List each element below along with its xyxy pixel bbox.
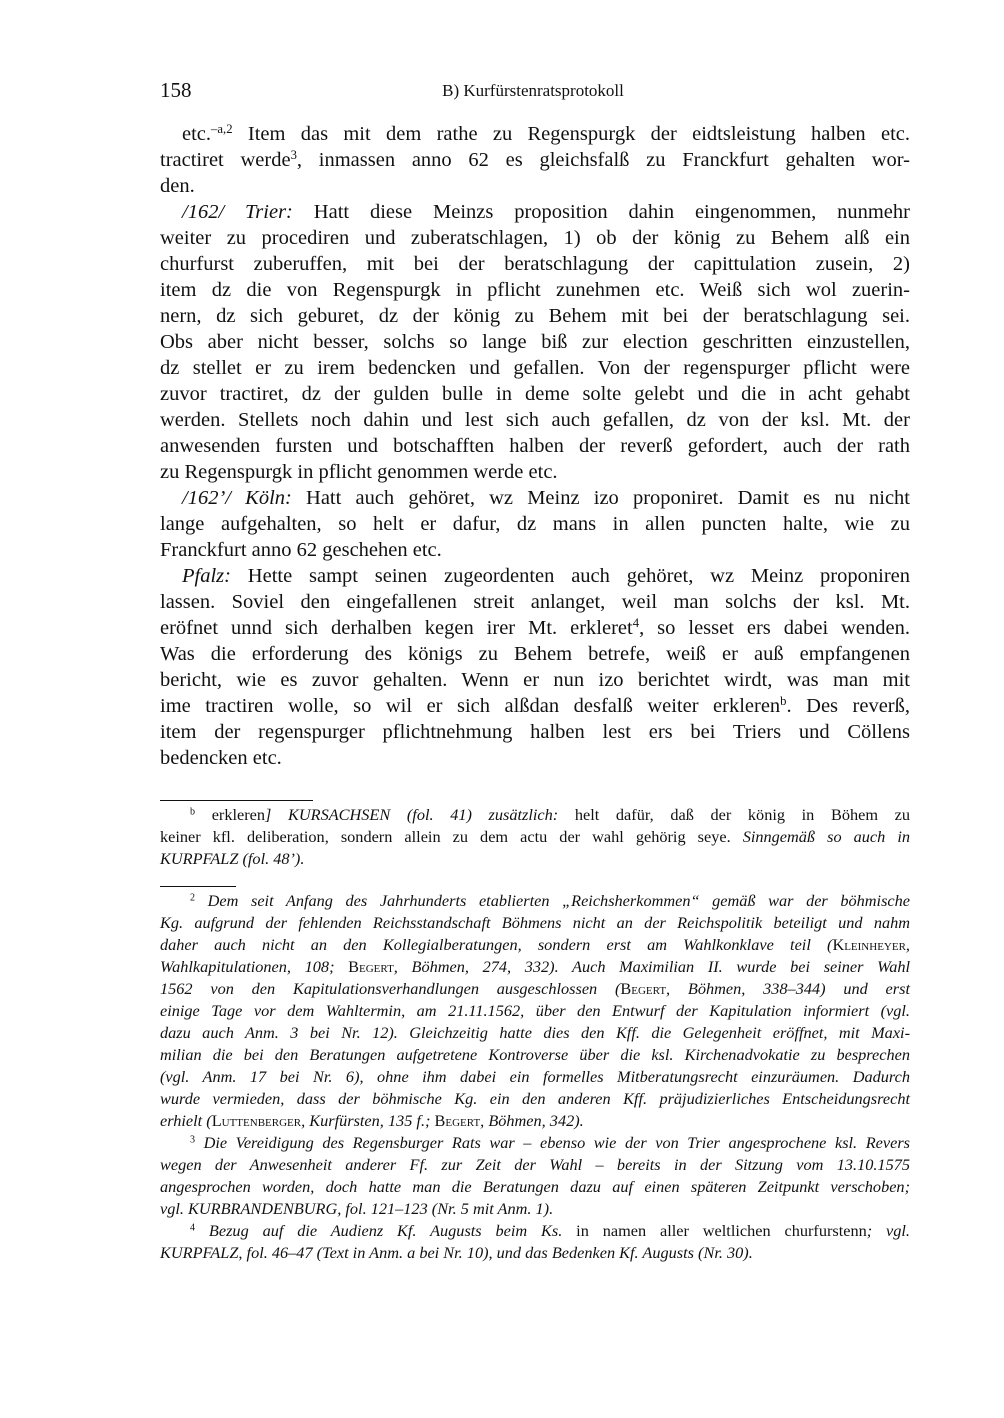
text-line	[160, 1044, 910, 1066]
text-segment: Wahlkapitulationen, 108;	[160, 957, 349, 976]
note-marker: bericht, wie es zuvor gehalten. Wenn er nun izo berichtet wirdt, was man mit	[160, 669, 910, 691]
text-line	[160, 1154, 910, 1176]
text-line	[160, 1022, 910, 1044]
text-line	[160, 277, 910, 303]
text-segment: wurde vermieden, dass der böhmische Kg. ein den anderen Kff. präjudizierliches Entscheidungsrecht	[160, 1089, 910, 1108]
text-segment: einige Tage vor dem Wahltermin, am 21.11.1562, über den Entwurf der Kapitulation informiert (vgl.	[160, 1001, 910, 1020]
footnote	[160, 1132, 910, 1220]
note-marker: werden. Stellets noch dahin und lest sich auch gefallen, dz von der ksl. Mt. der	[160, 409, 910, 431]
main-text	[160, 121, 910, 771]
text-segment: angesprochen worden, doch hatte man die Beratungen dazu auf einen späteren Zeitpunkt verschoben;	[160, 1177, 910, 1196]
text-segment: Bezug auf die Audienz Kf. Augusts beim Ks.	[195, 1221, 563, 1240]
text-line	[160, 511, 910, 537]
text-line	[160, 978, 910, 1000]
note-marker: item dz die von Regenspurgk in pflicht zunehmen etc. Weiß sich wol zuerin-	[160, 279, 910, 301]
textual-notes	[160, 804, 910, 870]
text-line	[160, 355, 910, 381]
text-line	[160, 693, 910, 719]
footnotes	[160, 890, 910, 1264]
text-line	[160, 225, 910, 251]
text-segment: wegen der Anwesenheit anderer Ff. zur Zeit der Wahl – bereits in der Sitzung vom 13.10.1575	[160, 1155, 910, 1174]
note-marker: ime tractiren wolle, so wil er sich alßdan desfalß weiter erkleren	[160, 695, 781, 717]
text-line	[160, 251, 910, 277]
text-line	[160, 1110, 910, 1132]
note-marker: Franckfurt anno 62 geschehen etc.	[160, 539, 442, 561]
note-marker: 4	[190, 1222, 196, 1234]
page-number: 158	[160, 78, 192, 102]
text-segment: , Böhmen, 338–344) und erst	[666, 979, 910, 998]
text-line	[160, 485, 910, 511]
note-marker: churfurst zuberuffen, mit bei der beratschlagung der capittulation zusein, 2)	[160, 253, 910, 275]
note-marker: 2	[190, 892, 196, 904]
note-marker: bedencken etc.	[160, 747, 282, 769]
textual-notes-divider	[160, 800, 313, 801]
text-segment: KURPFALZ, fol. 46–47 (Text in Anm. a bei Nr. 10), und das Bedenken Kf. Augusts (Nr. 30).	[160, 1243, 753, 1262]
text-segment: Dem seit Anfang des Jahrhunderts etablierten „Reichsherkommen“ gemäß war der böhmische	[195, 891, 910, 910]
text-line	[160, 745, 910, 771]
text-segment: dazu auch Anm. 3 bei Nr. 12). Gleichzeitig hatte dies den Kff. die Gelegenheit eröffnet, mit Maxi-	[160, 1023, 910, 1042]
text-line	[160, 667, 910, 693]
text-line	[160, 641, 910, 667]
text-segment: ,	[905, 935, 910, 954]
note-marker: den.	[160, 175, 195, 197]
text-segment: , Böhmen, 342).	[480, 1111, 584, 1130]
text-segment: Pfalz:	[182, 565, 231, 587]
text-line	[160, 1242, 910, 1264]
note-marker: weiter zu procediren und zuberatschlagen, 1) ob der könig zu Behem alß ein	[160, 227, 910, 249]
text-line	[160, 804, 910, 826]
note-marker: item der regenspurger pflichtnehmung halben lest ers bei Triers und Cöllens	[160, 721, 910, 743]
note-marker: 3	[290, 148, 297, 163]
footnote	[160, 890, 910, 1132]
text-segment: ] KURSACHSEN (fol. 41) zusätzlich:	[265, 805, 559, 824]
footnote	[160, 1220, 910, 1264]
text-segment: KURPFALZ (fol. 48’).	[160, 849, 305, 868]
note-marker: Hette sampt seinen zugeordenten auch gehöret, wz Meinz proponiren	[230, 565, 910, 587]
text-line	[160, 1132, 910, 1154]
note-marker: Obs aber nicht besser, solchs so lange biß zur election geschritten einzustellen,	[160, 331, 910, 353]
text-line	[160, 719, 910, 745]
note-marker: Hatt diese Meinzs proposition dahin eingenommen, nunmehr	[292, 201, 910, 223]
note-marker: b	[780, 694, 787, 709]
text-line	[160, 615, 910, 641]
text-line	[160, 890, 910, 912]
text-line	[160, 1176, 910, 1198]
paragraph	[160, 485, 910, 563]
note-marker: zuvor tractiret, dz der gulden bulle in deme solte gelebt und die in acht gehabt	[160, 383, 910, 405]
note-marker: helt dafür, daß der könig in Böhem zu	[558, 805, 910, 824]
text-segment: erhielt (	[160, 1111, 212, 1130]
note-marker: tractiret werde	[160, 149, 291, 171]
text-line	[160, 1088, 910, 1110]
text-line	[160, 433, 910, 459]
footnotes-divider	[160, 886, 236, 887]
note-marker: lassen. Soviel den eingefallenen streit anlanget, weil man solchs der ksl. Mt.	[160, 591, 910, 613]
note-marker: keiner kfl. deliberation, sondern allein zu dem actu der wahl gehörig seye.	[160, 827, 743, 846]
note-marker: –a,2	[211, 122, 233, 137]
text-segment: /162’/ Köln:	[182, 487, 292, 509]
paragraph	[160, 121, 910, 199]
note-marker: 3	[190, 1134, 196, 1146]
text-line	[160, 121, 910, 147]
text-line	[160, 173, 910, 199]
note-marker: . Des reverß,	[786, 695, 910, 717]
text-line	[160, 956, 910, 978]
text-line	[160, 199, 910, 225]
note-marker: lange aufgehalten, so helt er dafur, dz mans in allen puncten halte, wie zu	[160, 513, 910, 535]
note-marker: Was die erforderung des königs zu Behem betrefe, weiß er auß empfangenen	[160, 643, 910, 665]
text-segment: Begert	[620, 979, 667, 998]
note-marker: nern, dz sich geburet, dz der könig zu Behem mit bei der beratschlagung sei.	[160, 305, 910, 327]
text-line	[160, 934, 910, 956]
text-segment: ; vgl.	[866, 1221, 911, 1240]
note-marker: in namen aller weltlichen churfurstenn	[562, 1221, 867, 1240]
text-line	[160, 1198, 910, 1220]
text-segment: Sinngemäß so auch in	[742, 827, 911, 846]
text-line	[160, 589, 910, 615]
text-line	[160, 537, 910, 563]
note-marker: anwesenden fursten und botschafften halben der reverß gefordert, auch der rath	[160, 435, 910, 457]
note-marker: Hatt auch gehöret, wz Meinz izo proponiret. Damit es nu nicht	[291, 487, 910, 509]
note-marker: dz stellet er zu irem bedencken und gefallen. Von der regenspurger pflicht were	[160, 357, 910, 379]
note-marker: etc.	[182, 123, 212, 145]
text-line	[160, 381, 910, 407]
text-line	[160, 147, 910, 173]
text-line	[160, 329, 910, 355]
text-line	[160, 303, 910, 329]
text-line	[160, 407, 910, 433]
note-marker: , inmassen anno 62 es gleichsfalß zu Franckfurt gehalten wor-	[296, 149, 910, 171]
text-segment: vgl. KURBRANDENBURG, fol. 121–123 (Nr. 5 mit Anm. 1).	[160, 1199, 554, 1218]
text-line	[160, 1220, 910, 1242]
text-line	[160, 826, 910, 848]
text-segment: 1562 von den Kapitulationsverhandlungen ausgeschlossen (	[160, 979, 621, 998]
note-marker: eröfnet unnd sich derhalben kegen irer Mt. erkleret	[160, 617, 633, 639]
paragraph	[160, 563, 910, 771]
note-marker: erkleren	[195, 805, 266, 824]
note-marker: , so lesset ers dabei wenden.	[639, 617, 910, 639]
text-line	[160, 848, 910, 870]
textual-note	[160, 804, 910, 870]
text-segment: daher auch nicht an den Kollegialberatungen, sondern erst am Wahlkonklave teil (	[160, 935, 833, 954]
text-segment: Luttenberger	[211, 1111, 302, 1130]
text-segment: Die Vereidigung des Regensburger Rats war – ebenso wie der von Trier angesprochene ksl. Revers	[195, 1133, 910, 1152]
text-line	[160, 563, 910, 589]
text-line	[160, 912, 910, 934]
text-line	[160, 1066, 910, 1088]
note-marker: 4	[632, 616, 640, 631]
text-segment: Kg. aufgrund der fehlenden Reichsstandschaft Böhmens nicht an der Reichspolitik beteiligt und nahm	[160, 913, 910, 932]
running-title: B) Kurfürstenratsprotokoll	[442, 81, 624, 100]
text-line	[160, 1000, 910, 1022]
paragraph	[160, 199, 910, 485]
text-segment: , Böhmen, 274, 332). Auch Maximilian II. wurde bei seiner Wahl	[393, 957, 911, 976]
text-segment: milian die bei den Beratungen aufgetretene Kontroverse über die ksl. Kirchenadvokatie zu besprechen	[160, 1045, 910, 1064]
text-segment: Begert	[348, 957, 394, 976]
text-segment: Kleinheyer	[832, 935, 906, 954]
text-segment: Begert	[434, 1111, 481, 1130]
text-segment: (vgl. Anm. 17 bei Nr. 6), ohne ihm dabei ein formelles Mitberatungsrecht einzuräumen. Dadurch	[160, 1067, 910, 1086]
text-line	[160, 459, 910, 485]
note-marker: zu Regenspurgk in pflicht genommen werde etc.	[160, 461, 558, 483]
note-marker: b	[190, 806, 196, 818]
note-marker: Item das mit dem rathe zu Regenspurgk der eidtsleistung halben etc.	[232, 123, 910, 145]
text-segment: , Kurfürsten, 135 f.;	[301, 1111, 435, 1130]
text-segment: /162/ Trier:	[182, 201, 293, 223]
